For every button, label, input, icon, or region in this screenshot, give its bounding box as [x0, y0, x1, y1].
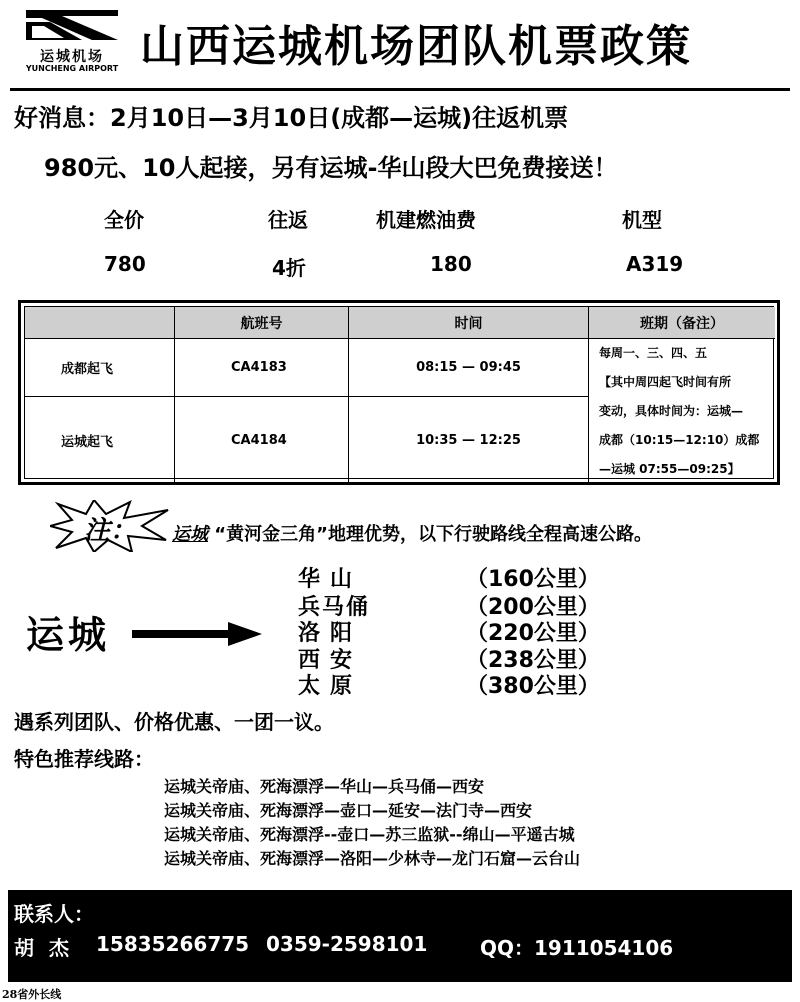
destination-name: 洛阳	[298, 621, 363, 646]
plane-logo-icon	[22, 8, 122, 46]
news-offer: 980元、10人起接，另有运城-华山段大巴免费接送！	[44, 154, 618, 182]
table-header-blank	[25, 307, 175, 339]
note-badge-text: 注：	[84, 516, 137, 546]
price-label-roundtrip: 往返	[268, 208, 308, 232]
destination-distance: （160公里）	[466, 567, 600, 592]
note-text: “黄河金三角”地理优势，以下行驶路线全程高速公路。	[214, 524, 652, 545]
note-line: 【其中周四起飞时间有所	[599, 375, 732, 389]
origin-city: 运城	[26, 613, 111, 657]
destination-name: 太原	[298, 674, 363, 699]
note-line: 变动，具体时间为：运城—	[599, 404, 744, 418]
destination-name: 西安	[298, 648, 363, 673]
route-item: 运城关帝庙、死海漂浮—华山—兵马俑—西安	[164, 777, 485, 796]
note-line: 每周一、三、四、五	[599, 346, 708, 360]
contact-mobile: 15835266775	[96, 932, 250, 956]
contact-panel	[8, 890, 792, 982]
price-value-roundtrip: 4折	[272, 256, 306, 280]
destination-name: 华山	[298, 567, 363, 592]
price-value-full: 780	[104, 252, 146, 276]
note-city: 运城	[172, 524, 208, 545]
table-row-time: 10:35 — 12:25	[349, 397, 589, 483]
table-row-flight: CA4183	[175, 339, 349, 397]
contact-landline: 0359-2598101	[266, 932, 428, 956]
highway-note	[172, 520, 792, 546]
schedule-note	[595, 339, 775, 483]
airport-logo	[22, 8, 122, 76]
destination-distance: （238公里）	[466, 648, 600, 673]
price-value-aircraft: A319	[626, 252, 684, 276]
note-line: —运城 07:55—09:25】	[599, 462, 740, 476]
price-label-fees: 机建燃油费	[376, 208, 476, 232]
contact-name: 胡 杰	[14, 936, 73, 960]
table-row-route: 运城起飞	[25, 397, 175, 483]
logo-chinese-text: 运城机场	[40, 49, 104, 65]
destination-name: 兵马俑	[298, 595, 371, 620]
table-row-route: 成都起飞	[25, 339, 175, 397]
table-header-flight: 航班号	[175, 307, 349, 339]
price-value-fees: 180	[430, 252, 472, 276]
price-label-full: 全价	[104, 208, 144, 232]
contact-qq: QQ：1911054106	[480, 936, 674, 960]
table-row-time: 08:15 — 09:45	[349, 339, 589, 397]
note-badge	[50, 500, 170, 552]
price-label-aircraft: 机型	[622, 208, 662, 232]
table-header-schedule: 班期（备注）	[589, 307, 775, 339]
group-discount-note: 遇系列团队、价格优惠、一团一议。	[14, 710, 334, 734]
route-item: 运城关帝庙、死海漂浮--壶口—苏三监狱--绵山—平遥古城	[164, 825, 575, 844]
table-row-flight: CA4184	[175, 397, 349, 483]
note-line: 成都（10:15—12:10）成都	[599, 433, 760, 447]
contact-label: 联系人：	[14, 902, 94, 926]
page-footer: 28省外长线	[2, 988, 62, 1001]
route-item: 运城关帝庙、死海漂浮—壶口—延安—法门寺—西安	[164, 801, 533, 820]
page-title: 山西运城机场团队机票政策	[140, 21, 692, 72]
arrow-right-icon	[132, 622, 262, 646]
destination-distance: （220公里）	[466, 621, 600, 646]
header-divider	[10, 88, 790, 91]
flight-schedule-table	[18, 300, 780, 485]
logo-english-text: YUNCHENG AIRPORT	[25, 64, 119, 73]
route-item: 运城关帝庙、死海漂浮—洛阳—少林寺—龙门石窟—云台山	[164, 849, 581, 868]
table-header-time: 时间	[349, 307, 589, 339]
routes-title: 特色推荐线路：	[14, 747, 154, 771]
destination-distance: （380公里）	[466, 674, 600, 699]
destination-distance: （200公里）	[466, 595, 600, 620]
news-headline: 好消息：2月10日—3月10日(成都—运城)往返机票	[14, 104, 569, 132]
